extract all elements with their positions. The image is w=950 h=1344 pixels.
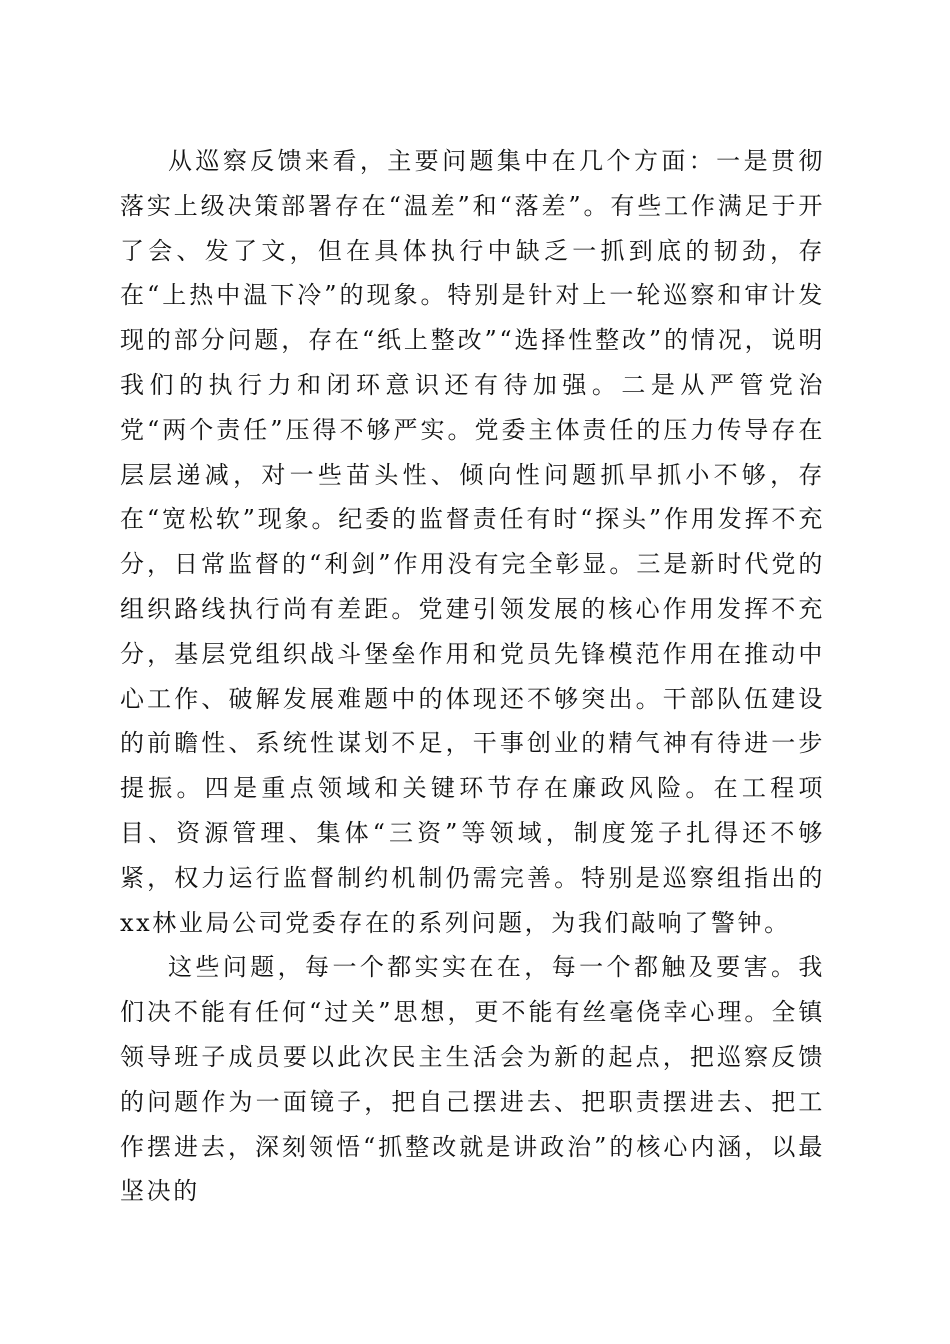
- paragraph-inspection-problems: 从巡察反馈来看，主要问题集中在几个方面：一是贯彻落实上级决策部署存在“温差”和“落差”。有些工作满足于开了会、发了文，但在具体执行中缺乏一抓到底的韧劲，存在“上热中温下冷”的现象。特别是针对上一轮巡察和审计发现的部分问题，存在“纸上整改”“选择性整改”的情况，说明我们的执行力和闭环意识还有待加强。二是从严管党治党“两个责任”压得不够严实。党委主体责任的压力传导存在层层递减，对一些苗头性、倾向性问题抓早抓小不够，存在“宽松软”现象。纪委的监督责任有时“探头”作用发挥不充分，日常监督的“利剑”作用没有完全彰显。三是新时代党的组织路线执行尚有差距。党建引领发展的核心作用发挥不充分，基层党组织战斗堡垒作用和党员先锋模范作用在推动中心工作、破解发展难题中的体现还不够突出。干部队伍建设的前瞻性、系统性谋划不足，干事创业的精气神有待进一步提振。四是重点领域和关键环节存在廉政风险。在工程项目、资源管理、集体“三资”等领域，制度笼子扎得还不够紧，权力运行监督制约机制仍需完善。特别是巡察组指出的xx林业局公司党委存在的系列问题，为我们敲响了警钟。: [120, 147, 825, 937]
- paragraph-rectification-call: 这些问题，每一个都实实在在，每一个都触及要害。我们决不能有任何“过关”思想，更不能有丝毫侥幸心理。全镇领导班子成员要以此次民主生活会为新的起点，把巡察反馈的问题作为一面镜子，把自己摆进去、把职责摆进去、把工作摆进去，深刻领悟“抓整改就是讲政治”的核心内涵，以最坚决的: [120, 953, 825, 1206]
- document-body: [120, 139, 825, 1214]
